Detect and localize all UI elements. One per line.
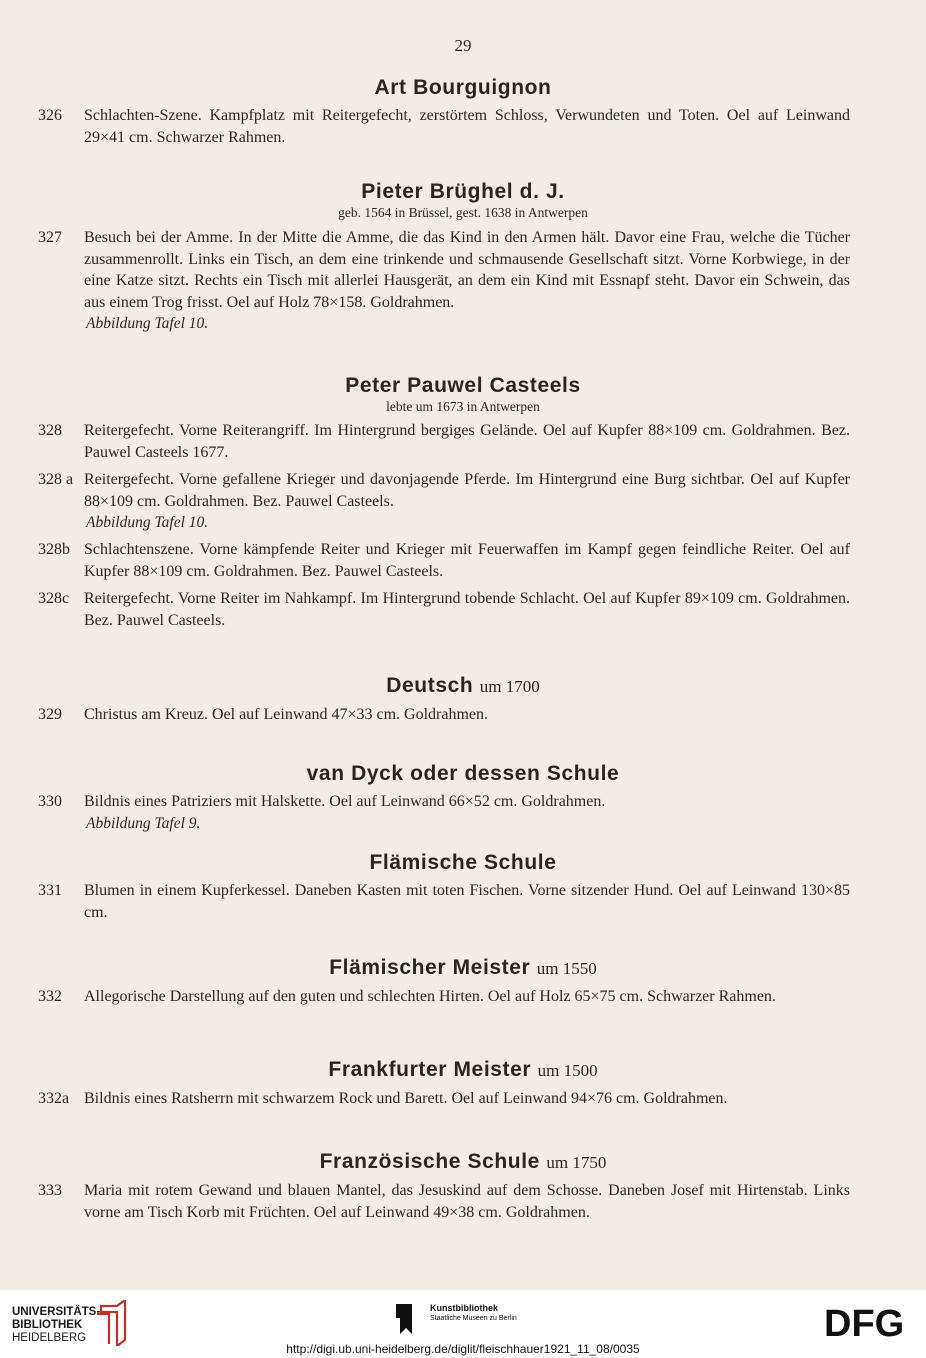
entry-text: Reitergefecht. Vorne gefallene Krieger und davonjagende Pferde. Im Hintergrund eine Burg sichtbar. Oel auf Kupfer 88×109 cm. Goldrahmen. Bez. Pauwel Casteels.	[84, 471, 850, 510]
catalog-entry	[0, 704, 926, 726]
entry-text: Bildnis eines Patriziers mit Halskette. Oel auf Leinwand 66×52 cm. Goldrahmen.	[84, 793, 606, 810]
section-flaemische-schule	[0, 850, 926, 923]
entry-text: Schlachtenszene. Vorne kämpfende Reiter und Krieger mit Feuerwaffen im Kampf gegen feindliche Reiter. Oel auf Kupfer 88×109 cm. Goldrahmen. Bez. Pauwel Casteels.	[84, 541, 850, 580]
artist-heading: Flämischer Meister um 1550	[329, 956, 597, 979]
catalog-entry	[0, 588, 926, 631]
entry-text: Blumen in einem Kupferkessel. Daneben Kasten mit toten Fischen. Vorne sitzender Hund. Oel auf Leinwand 130×85 cm.	[84, 882, 850, 921]
heading-date: um 1750	[546, 1153, 607, 1172]
section-brueghel	[0, 179, 926, 334]
plate-reference: Abbildung Tafel 9.	[86, 814, 201, 832]
entry-number: 326	[38, 107, 62, 124]
artist-life-dates: lebte um 1673 in Antwerpen	[386, 399, 540, 414]
artist-heading: van Dyck oder dessen Schule	[306, 762, 620, 785]
entry-text: Besuch bei der Amme. In der Mitte die Amme, die das Kind in den Armen hält. Davor eine Frau, welche die Tücher zusammenrollt. Links ein Tisch, an dem eine trinkende und schmausende Gesellschaft sitzt. Vorne Korbwiege, in der eine Katze sitzt. Rechts ein Tisch mit allerlei Hausgerät, an dem ein Kind mit Essnapf steht. Davor ein Schwein, das aus einem Trog frisst. Oel auf Holz 78×158. Goldrahmen.	[84, 229, 850, 311]
catalog-entry	[0, 227, 926, 334]
ub-heidelberg-logo-icon[interactable]	[95, 1300, 129, 1346]
entry-number: 329	[38, 706, 62, 723]
heading-date: um 1500	[537, 1061, 598, 1080]
entry-number: 327	[38, 229, 62, 246]
catalog-entry	[0, 539, 926, 582]
catalog-entry	[0, 469, 926, 533]
section-flaemischer-meister	[0, 955, 926, 1008]
section-van-dyck	[0, 761, 926, 834]
entry-number: 328 a	[38, 471, 74, 488]
artist-heading: Deutsch um 1700	[386, 674, 540, 697]
section-deutsch	[0, 673, 926, 726]
plate-reference: Abbildung Tafel 10.	[86, 315, 209, 332]
artist-heading: Flämische Schule	[369, 851, 557, 874]
plate-reference: Abbildung Tafel 10.	[86, 514, 209, 531]
section-frankfurter-meister	[0, 1057, 926, 1110]
heading-date: um 1700	[479, 677, 540, 696]
entry-number: 332	[38, 988, 62, 1005]
catalog-entry	[0, 986, 926, 1008]
catalog-entry	[0, 880, 926, 923]
artist-heading: Pieter Brüghel d. J.	[361, 180, 565, 203]
entry-number: 328b	[38, 541, 70, 558]
entry-number: 328	[38, 422, 62, 439]
kunstbibliothek-label[interactable]: Kunstbibliothek Staatliche Museen zu Berlin	[430, 1303, 517, 1322]
entry-number: 330	[38, 793, 62, 810]
artist-heading: Peter Pauwel Casteels	[345, 374, 581, 397]
section-casteels	[0, 373, 926, 631]
entry-text: Schlachten-Szene. Kampfplatz mit Reitergefecht, zerstörtem Schloss, Verwundeten und Toten. Oel auf Leinwand 29×41 cm. Schwarzer Rahmen.	[84, 107, 850, 146]
dfg-logo-text: DFG	[824, 1305, 905, 1339]
section-franzoesische-schule	[0, 1149, 926, 1223]
source-url[interactable]: http://digi.ub.uni-heidelberg.de/diglit/fleischhauer1921_11_08/0035	[286, 1342, 640, 1356]
artist-heading: Art Bourguignon	[374, 76, 552, 99]
heading-date: um 1550	[536, 959, 597, 978]
entry-number: 328c	[38, 590, 70, 607]
ub-heidelberg-name[interactable]: UNIVERSITÄTS- BIBLIOTHEK HEIDELBERG	[12, 1306, 101, 1344]
entry-text: Bildnis eines Ratsherrn mit schwarzem Rock und Barett. Oel auf Leinwand 94×76 cm. Goldrahmen.	[84, 1090, 728, 1107]
entry-text: Maria mit rotem Gewand und blauen Mantel, das Jesuskind auf dem Schosse. Daneben Josef mit Hirtenstab. Links vorne am Tisch Korb mit Früchten. Oel auf Leinwand 49×38 cm. Goldrahmen.	[84, 1182, 850, 1221]
dfg-logo[interactable]	[824, 1305, 914, 1339]
entry-number: 331	[38, 882, 62, 899]
kunstbibliothek-logo-icon[interactable]	[396, 1304, 426, 1336]
entry-number: 333	[38, 1182, 62, 1199]
entry-text: Allegorische Darstellung auf den guten und schlechten Hirten. Oel auf Holz 65×75 cm. Schwarzer Rahmen.	[84, 988, 776, 1005]
artist-heading: Frankfurter Meister um 1500	[328, 1058, 598, 1081]
catalog-entry	[0, 1088, 926, 1110]
catalog-entry	[0, 420, 926, 463]
entry-text: Christus am Kreuz. Oel auf Leinwand 47×33 cm. Goldrahmen.	[84, 706, 489, 723]
catalog-entry	[0, 791, 926, 834]
artist-heading: Französische Schule um 1750	[319, 1150, 607, 1173]
entry-text: Reitergefecht. Vorne Reiterangriff. Im Hintergrund bergiges Gelände. Oel auf Kupfer 88×109 cm. Goldrahmen. Bez. Pauwel Casteels 1677.	[84, 422, 850, 461]
entry-number: 332a	[38, 1090, 70, 1107]
page-number: 29	[454, 36, 472, 55]
artist-life-dates: geb. 1564 in Brüssel, gest. 1638 in Antwerpen	[338, 205, 588, 220]
section-bourguignon	[0, 75, 926, 148]
catalog-entry	[0, 105, 926, 148]
entry-text: Reitergefecht. Vorne Reiter im Nahkampf. Im Hintergrund tobende Schlacht. Oel auf Kupfer 89×109 cm. Goldrahmen. Bez. Pauwel Casteels.	[84, 590, 850, 629]
catalog-entry	[0, 1180, 926, 1223]
